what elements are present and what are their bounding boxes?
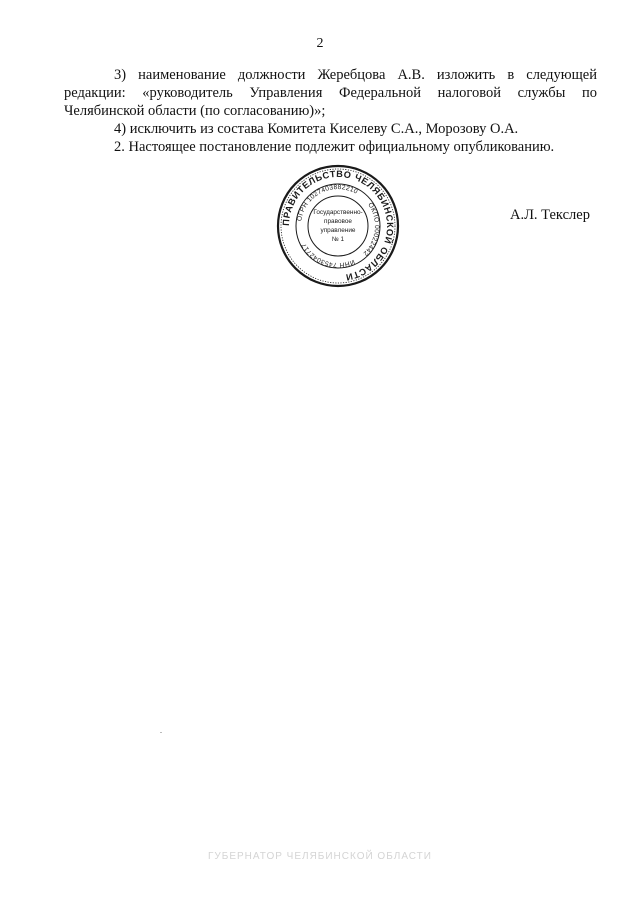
seal-center-line-3: управление — [320, 227, 356, 234]
seal-ring-okpo: ОКПО 00022442 — [361, 201, 381, 257]
official-seal — [276, 164, 400, 288]
seal-center-line-4: № 1 — [331, 236, 345, 243]
seal-outer-ring-text: ПРАВИТЕЛЬСТВО ЧЕЛЯБИНСКОЙ ОБЛАСТИ — [280, 168, 396, 283]
seal-center-line-2: правовое — [324, 218, 352, 225]
paragraph-point-2: 2. Настоящее постановление подлежит официальному опубликованию. — [114, 139, 555, 155]
document-body — [64, 66, 597, 156]
seal-graphic — [276, 164, 400, 288]
signatory-name: А.Л. Текслер — [510, 207, 590, 223]
footer-watermark: ГУБЕРНАТОР ЧЕЛЯБИНСКОЙ ОБЛАСТИ — [208, 851, 432, 862]
seal-ring-ogrn: ОГРН 1027403882210 — [296, 183, 359, 222]
scan-speck — [160, 732, 162, 733]
paragraph-item-4: 4) исключить из состава Комитета Киселеву С.А., Морозову О.А. — [114, 121, 519, 137]
page-number: 2 — [316, 36, 324, 51]
paragraph-item-3: 3) наименование должности Жеребцова А.В. изложить в следующей редакции: «руководитель Управления Федеральной налоговой службы по Челябинской области (по согласованию)»; — [64, 67, 597, 119]
seal-ring-inn: ИНН 7453042717 — [300, 241, 356, 269]
seal-center-line-1: Государственно- — [313, 209, 363, 216]
